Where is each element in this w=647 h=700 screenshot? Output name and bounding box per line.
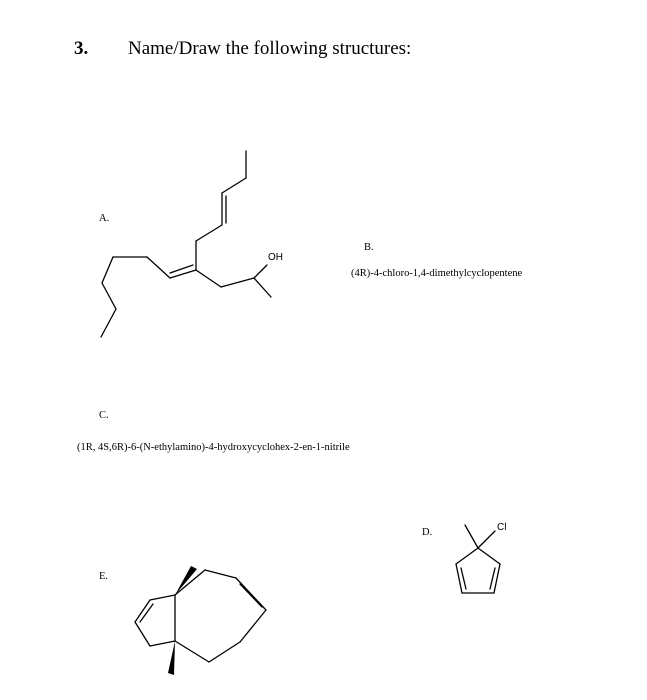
part-a-label: A. [99, 213, 110, 224]
question-title: Name/Draw the following structures: [128, 38, 412, 59]
wedge-bond-top [175, 566, 197, 595]
part-c-compound-name: (1R, 4S,6R)-6-(N-ethylamino)-4-hydroxycyclohex-2-en-1-nitrile [77, 442, 350, 453]
hydroxyl-group-label: OH [268, 252, 283, 263]
wedge-bond-bottom [168, 641, 175, 675]
chlorine-atom-label: Cl [497, 522, 507, 533]
part-c-label: C. [99, 410, 109, 421]
part-e-label: E. [99, 571, 109, 582]
part-d-label: D. [422, 527, 433, 538]
part-b-compound-name: (4R)-4-chloro-1,4-dimethylcyclopentene [351, 268, 523, 279]
part-b-label: B. [364, 242, 374, 253]
question-number: 3. [74, 38, 89, 59]
structure-e-bonds [135, 570, 266, 662]
